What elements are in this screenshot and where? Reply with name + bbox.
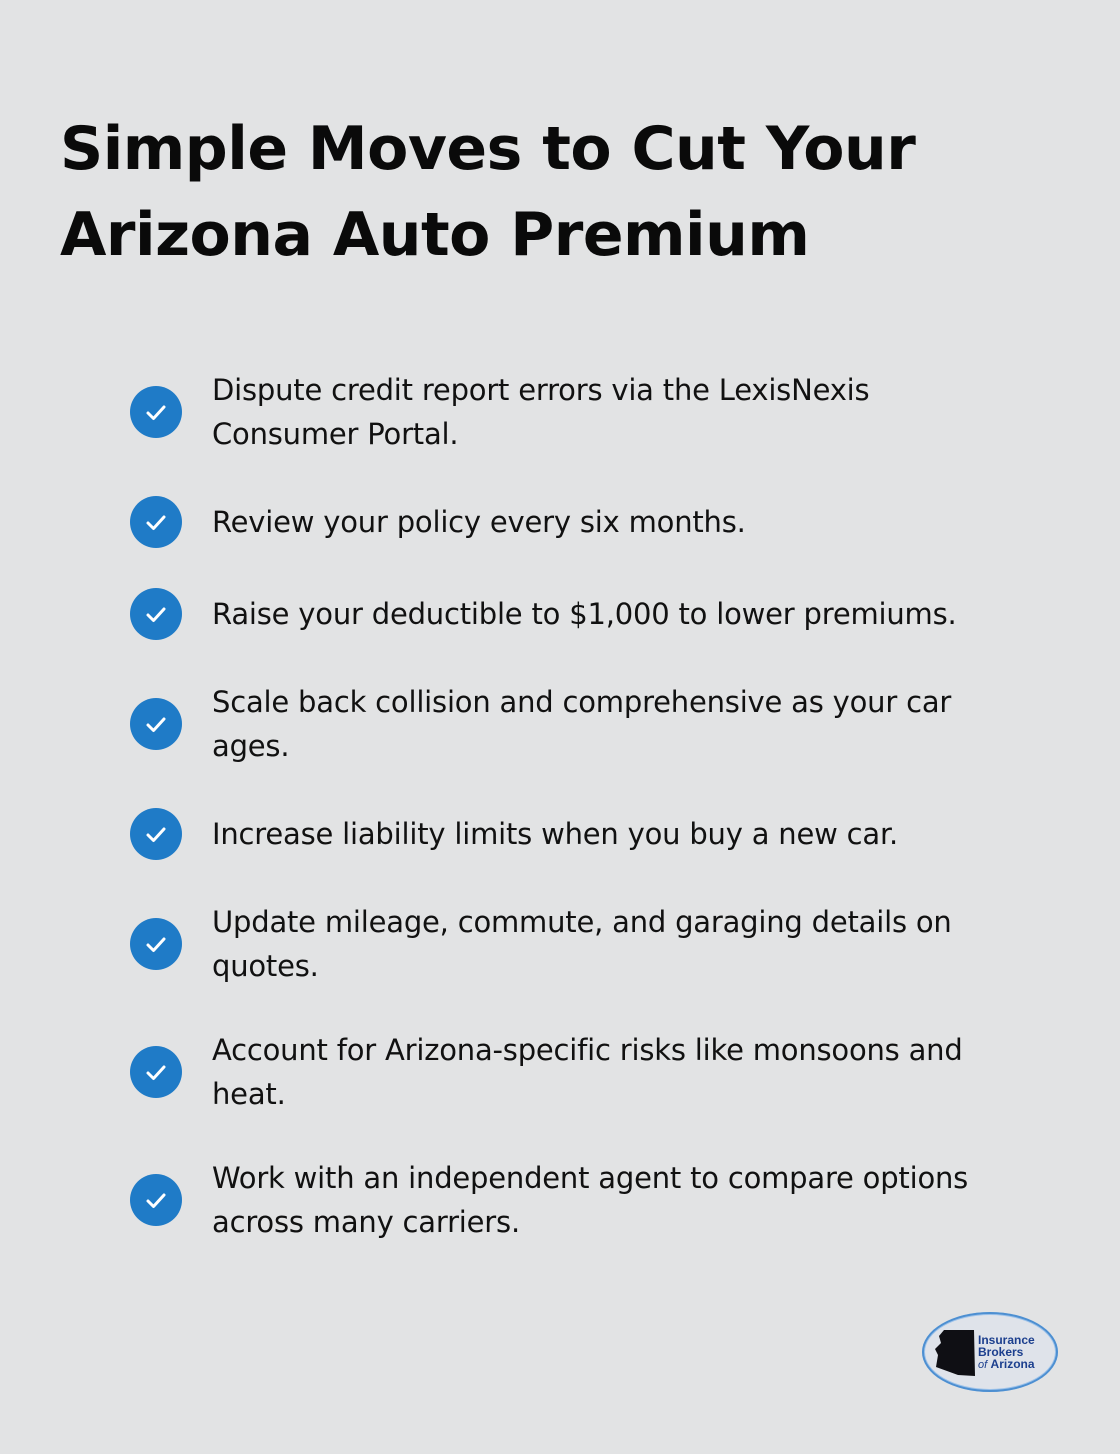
checkmark-circle-icon (130, 918, 182, 970)
logo-line-2: Brokers (978, 1345, 1024, 1359)
checkmark-circle-icon (130, 588, 182, 640)
list-item-line-1: Work with an independent agent to compare options (212, 1161, 969, 1195)
list-item-text (212, 500, 1012, 544)
logo-of: of (978, 1359, 988, 1371)
checkmark-circle-icon (130, 698, 182, 750)
list-item-line-1: Account for Arizona-specific risks like monsoons and (212, 1033, 963, 1067)
company-logo (922, 1312, 1062, 1396)
list-item-text (212, 368, 1012, 456)
list-item-line-1: Dispute credit report errors via the LexisNexis (212, 373, 870, 407)
list-item-line-2: Consumer Portal. (212, 417, 459, 451)
list-item-text (212, 592, 1012, 636)
checkmark-circle-icon (130, 386, 182, 438)
list-item-line-1: Update mileage, commute, and garaging details on (212, 905, 952, 939)
checkmark-circle-icon (130, 496, 182, 548)
checkmark-circle-icon (130, 1046, 182, 1098)
list-item-text (212, 812, 1012, 856)
list-item-text (212, 1156, 1012, 1244)
list-item-line-1: Review your policy every six months. (212, 505, 746, 539)
list-item-line-2: ages. (212, 729, 290, 763)
checkmark-circle-icon (130, 808, 182, 860)
list-item-text (212, 680, 1012, 768)
page-title (60, 106, 1060, 278)
list-item-line-1: Increase liability limits when you buy a new car. (212, 817, 899, 851)
list-item-text (212, 1028, 1012, 1116)
list-item-line-1: Scale back collision and comprehensive as your car (212, 685, 952, 719)
logo-line-3 (978, 1358, 1035, 1371)
list-item-line-2: quotes. (212, 949, 319, 983)
logo-line-1: Insurance (978, 1333, 1035, 1347)
logo-arizona: Arizona (990, 1357, 1035, 1371)
title-line-2: Arizona Auto Premium (60, 200, 810, 270)
list-item-line-2: heat. (212, 1077, 286, 1111)
checkmark-circle-icon (130, 1174, 182, 1226)
title-line-1: Simple Moves to Cut Your (60, 114, 916, 184)
list-item-text (212, 900, 1012, 988)
list-item-line-2: across many carriers. (212, 1205, 520, 1239)
list-item-line-1: Raise your deductible to $1,000 to lower premiums. (212, 597, 957, 631)
logo-wordmark (978, 1334, 1035, 1371)
